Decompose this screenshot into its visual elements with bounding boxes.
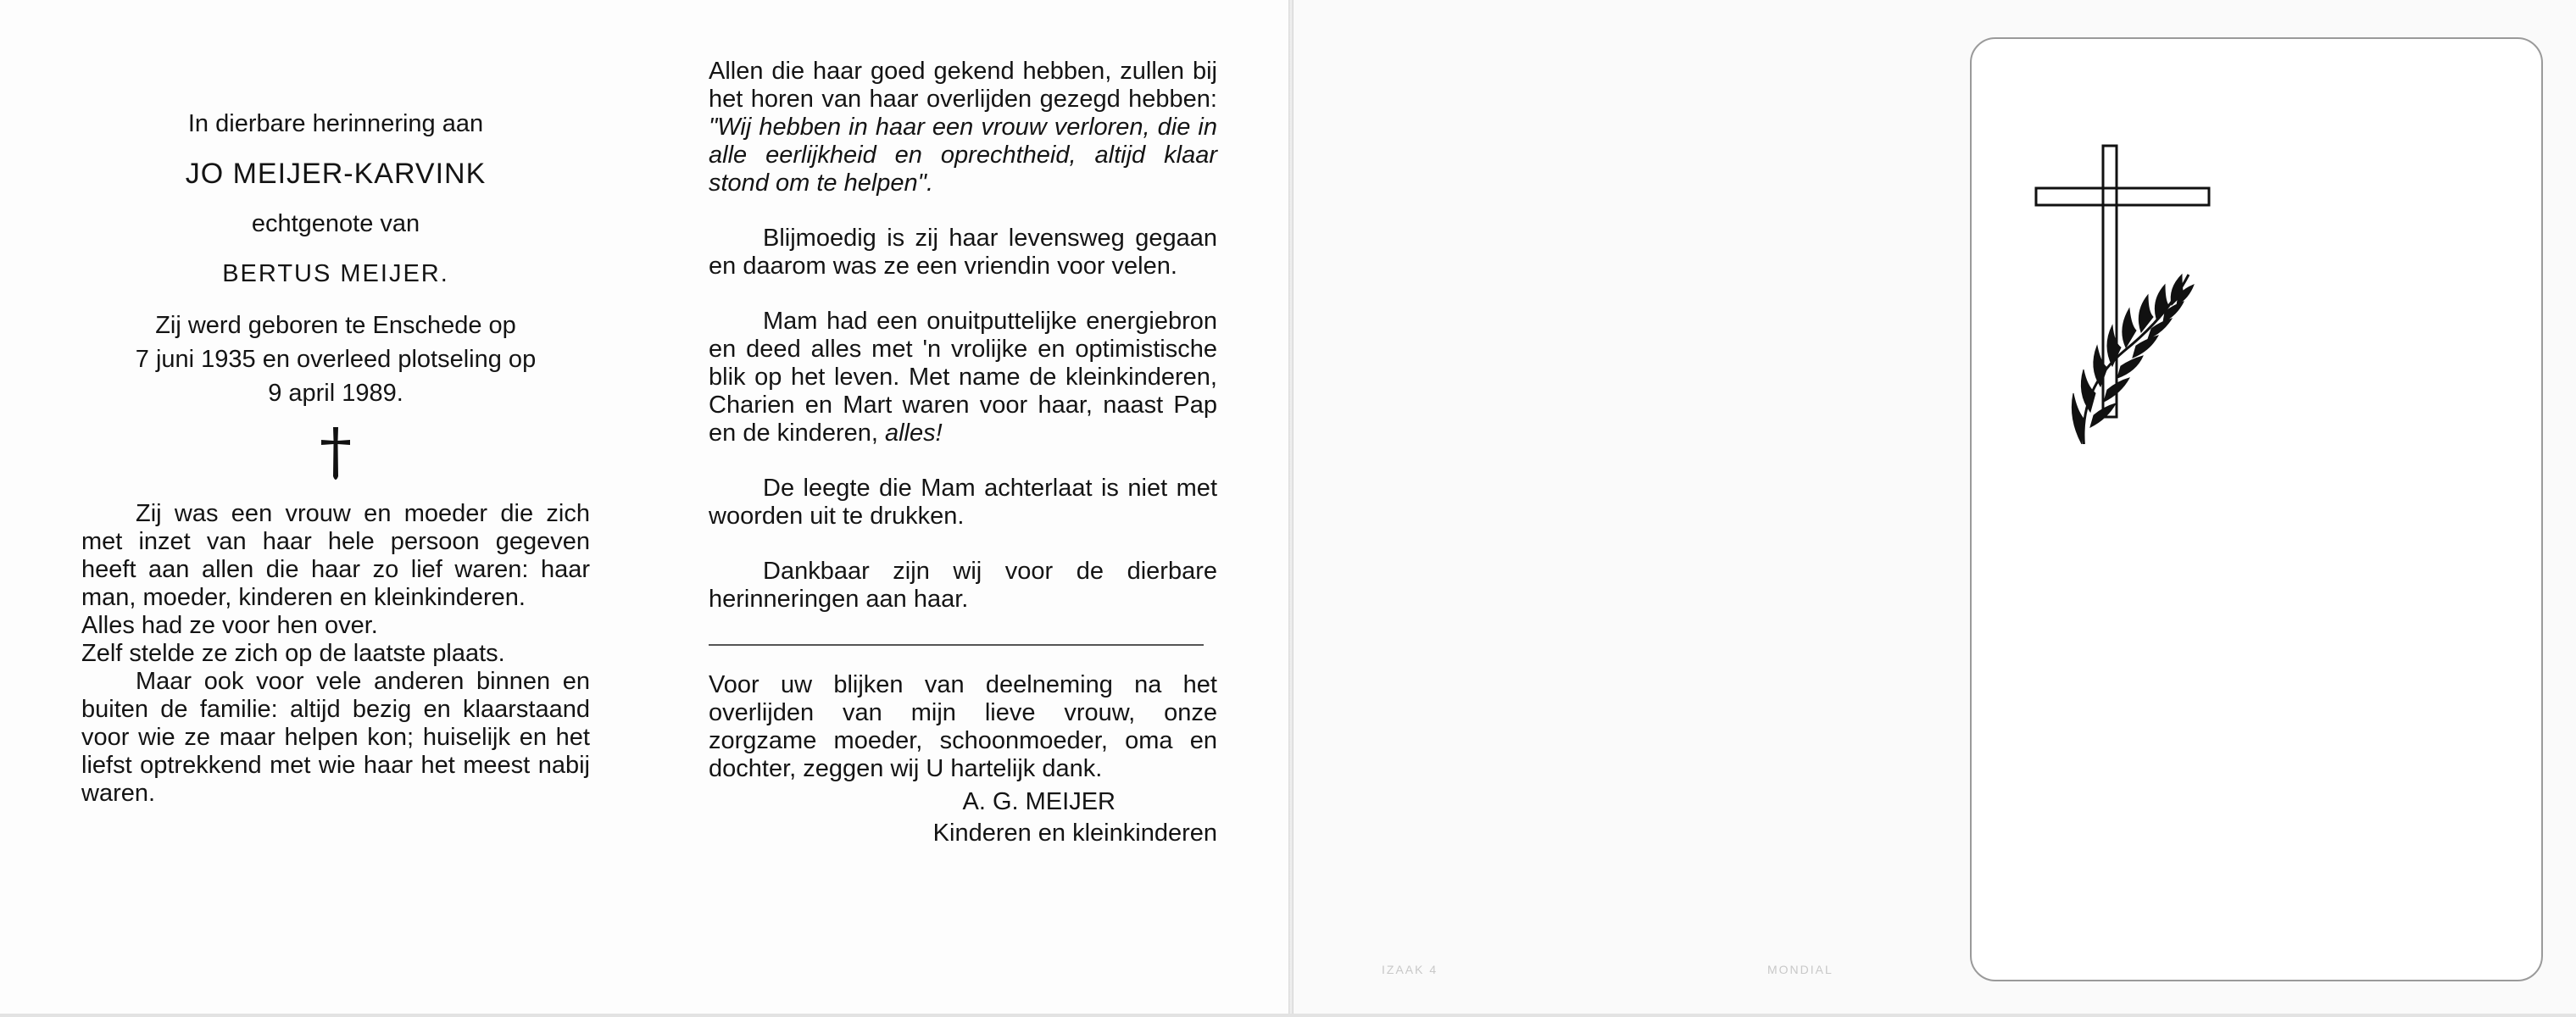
tribute-paragraph: [709, 58, 1217, 197]
paragraph-3: Zelf stelde ze zich op de laatste plaats.: [81, 640, 505, 667]
cross-with-palm-branch-icon: [2022, 139, 2217, 444]
paragraph-4: Maar ook voor vele anderen binnen en buiten de familie: altijd bezig en klaarstaand voor wie ze maar helpen kon; huiselijk en het liefst optrekkend met wie haar het meest nabij waren.: [81, 668, 590, 807]
birth-death-text: [81, 308, 590, 410]
thanks-paragraph: Voor uw blijken van deelneming na het overlijden van mijn lieve vrouw, onze zorgzame moeder, schoonmoeder, oma en dochter, zeggen wij U hartelijk dank.: [709, 671, 1217, 782]
energy-text: Mam had een onuitputtelijke energiebron en deed alles met 'n vrolijke en optimistische blik op het leven. Met name de kleinkinderen, Charien en Mart waren voor haar, naast Pap en de kinderen,: [709, 308, 1217, 447]
spouse-name: BERTUS MEIJER.: [222, 260, 449, 287]
signature-family: Kinderen en kleinkinderen: [932, 820, 1217, 847]
bottom-edge: [0, 1014, 2576, 1017]
energy-italic: alles!: [884, 420, 943, 447]
printer-mark-right: MONDIAL: [1767, 963, 1833, 976]
printer-mark-left: IZAAK 4: [1382, 963, 1438, 976]
birth-line-2: 7 juni 1935 en overleed plotseling op: [135, 346, 537, 373]
spouse-lead: echtgenote van: [251, 210, 420, 237]
signature-name: A. G. MEIJER: [962, 788, 1116, 815]
emptiness-paragraph: De leegte die Mam achterlaat is niet met woorden uit te drukken.: [709, 475, 1217, 530]
right-column: [709, 58, 1217, 850]
tribute-text: Allen die haar goed gekend hebben, zullen bij het horen van haar overlijden gezegd hebben:: [709, 58, 1217, 113]
birth-line-3: 9 april 1989.: [268, 380, 403, 407]
intro-line: In dierbare herinnering aan: [187, 110, 484, 137]
birth-line-1: Zij werd geboren te Enschede op: [155, 312, 516, 339]
cross-icon: [316, 425, 355, 485]
cheerful-paragraph: Blijmoedig is zij haar levensweg gegaan en daarom was ze een vriendin voor velen.: [709, 225, 1217, 280]
paragraph-2: Alles had ze voor hen over.: [81, 612, 378, 639]
left-column: [81, 100, 590, 808]
energy-paragraph: [709, 308, 1217, 447]
paragraph-1: Zij was een vrouw en moeder die zich met inzet van haar hele persoon gegeven heeft aan allen die haar zo lief waren: haar man, moeder, kinderen en kleinkinderen.: [81, 500, 590, 611]
gratitude-paragraph: Dankbaar zijn wij voor de dierbare herinneringen aan haar.: [709, 558, 1217, 613]
deceased-name: JO MEIJER-KARVINK: [185, 158, 487, 190]
front-cover-card: [1970, 37, 2543, 981]
tribute-quote: "Wij hebben in haar een vrouw verloren, die in alle eerlijkheid en oprechtheid, altijd klaar stond om te helpen".: [709, 114, 1217, 197]
divider-line: [709, 644, 1204, 646]
